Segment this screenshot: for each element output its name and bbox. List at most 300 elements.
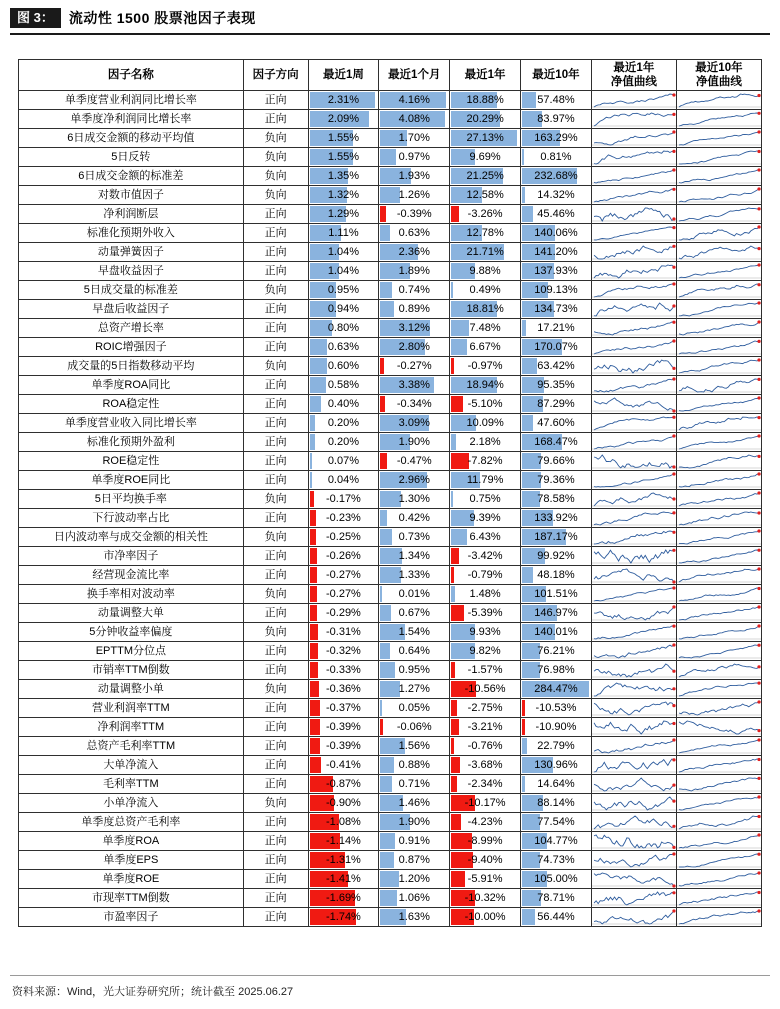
nav-curve-1y-cell bbox=[591, 243, 676, 262]
nav-curve-10y-cell bbox=[676, 471, 761, 490]
factor-value-text: 170.07% bbox=[534, 341, 578, 353]
factor-value-text: 0.07% bbox=[327, 455, 360, 467]
factor-value-cell bbox=[450, 205, 521, 224]
factor-value-text: 47.60% bbox=[537, 417, 575, 429]
factor-value-text: -0.27% bbox=[325, 588, 361, 600]
nav-curve-1y-cell bbox=[591, 490, 676, 509]
factor-value-cell bbox=[379, 243, 450, 262]
factor-name-cell: 单季度营业利润同比增长率 bbox=[19, 91, 244, 110]
nav-curve-10y-cell bbox=[676, 775, 761, 794]
factor-value-text: 140.06% bbox=[534, 227, 578, 239]
nav-curve-1y-cell bbox=[591, 851, 676, 870]
table-row bbox=[19, 224, 762, 243]
factor-value-cell bbox=[450, 319, 521, 338]
factor-value-cell bbox=[450, 224, 521, 243]
table-row bbox=[19, 148, 762, 167]
factor-value-text: 83.97% bbox=[537, 113, 575, 125]
factor-value-cell bbox=[308, 205, 379, 224]
table-row bbox=[19, 452, 762, 471]
factor-value-text: 11.79% bbox=[466, 474, 504, 486]
value-bar-negative bbox=[451, 814, 461, 830]
factor-value-cell bbox=[308, 110, 379, 129]
factor-value-text: -0.41% bbox=[325, 759, 361, 771]
nav-curve-10y-cell bbox=[676, 794, 761, 813]
factor-value-text: -1.41% bbox=[325, 873, 361, 885]
factor-value-cell bbox=[450, 395, 521, 414]
factor-direction-cell: 正向 bbox=[243, 509, 308, 528]
table-row bbox=[19, 91, 762, 110]
figure-page bbox=[0, 8, 780, 1009]
factor-value-cell bbox=[308, 604, 379, 623]
factor-direction-cell: 正向 bbox=[243, 813, 308, 832]
factor-value-text: 137.93% bbox=[534, 265, 578, 277]
nav-curve-10y-cell bbox=[676, 452, 761, 471]
factor-value-cell bbox=[308, 737, 379, 756]
nav-curve-1y-cell bbox=[591, 889, 676, 908]
factor-value-text: 18.94% bbox=[466, 379, 504, 391]
table-row bbox=[19, 490, 762, 509]
factor-name-cell: 日内波动率与成交金额的相关性 bbox=[19, 528, 244, 547]
factor-value-text: 1.32% bbox=[327, 189, 360, 201]
factor-value-text: 48.18% bbox=[537, 569, 575, 581]
factor-name-cell: 5分钟收益率偏度 bbox=[19, 623, 244, 642]
nav-curve-1y-cell bbox=[591, 319, 676, 338]
factor-value-cell bbox=[379, 167, 450, 186]
value-bar-positive bbox=[522, 320, 526, 336]
value-bar-positive bbox=[522, 738, 527, 754]
factor-value-text: 0.01% bbox=[398, 588, 430, 600]
factor-value-cell bbox=[308, 566, 379, 585]
factor-direction-cell: 负向 bbox=[243, 623, 308, 642]
factor-direction-cell: 正向 bbox=[243, 604, 308, 623]
factor-value-cell bbox=[521, 870, 592, 889]
factor-value-cell bbox=[308, 357, 379, 376]
value-bar-positive bbox=[522, 149, 524, 165]
factor-value-text: -5.91% bbox=[467, 873, 503, 885]
nav-curve-10y-cell bbox=[676, 813, 761, 832]
value-bar-positive bbox=[380, 529, 392, 545]
factor-value-cell bbox=[450, 547, 521, 566]
factor-direction-cell: 正向 bbox=[243, 395, 308, 414]
nav-curve-1y-cell bbox=[591, 737, 676, 756]
factor-value-cell bbox=[450, 794, 521, 813]
nav-curve-10y-cell bbox=[676, 91, 761, 110]
factor-value-text: -1.14% bbox=[325, 835, 361, 847]
factor-value-text: 99.92% bbox=[537, 550, 575, 562]
factor-value-cell bbox=[379, 718, 450, 737]
value-bar-positive bbox=[451, 586, 455, 602]
factor-direction-cell: 负向 bbox=[243, 357, 308, 376]
factor-name-cell: 标准化预期外盈利 bbox=[19, 433, 244, 452]
factor-direction-cell: 正向 bbox=[243, 775, 308, 794]
factor-value-cell bbox=[450, 129, 521, 148]
factor-value-text: 232.68% bbox=[534, 170, 578, 182]
factor-direction-cell: 负向 bbox=[243, 281, 308, 300]
value-bar-negative bbox=[310, 624, 318, 640]
table-row bbox=[19, 433, 762, 452]
factor-value-cell bbox=[308, 414, 379, 433]
factor-value-text: -0.47% bbox=[396, 455, 432, 467]
factor-value-cell bbox=[521, 718, 592, 737]
value-bar-negative bbox=[380, 719, 383, 735]
factor-value-cell bbox=[379, 585, 450, 604]
factor-value-cell bbox=[308, 775, 379, 794]
factor-value-text: 0.67% bbox=[398, 607, 430, 619]
factor-direction-cell: 负向 bbox=[243, 585, 308, 604]
nav-curve-1y-cell bbox=[591, 870, 676, 889]
factor-name-cell: ROA稳定性 bbox=[19, 395, 244, 414]
factor-value-text: 1.29% bbox=[327, 208, 360, 220]
factor-value-text: 21.25% bbox=[466, 170, 504, 182]
factor-value-cell bbox=[308, 851, 379, 870]
table-row bbox=[19, 414, 762, 433]
factor-value-text: 0.73% bbox=[398, 531, 430, 543]
value-bar-negative bbox=[451, 662, 455, 678]
factor-name-cell: 市现率TTM倒数 bbox=[19, 889, 244, 908]
header-factor-name: 因子名称 bbox=[19, 60, 244, 91]
factor-value-text: 79.36% bbox=[537, 474, 575, 486]
factor-value-cell bbox=[308, 490, 379, 509]
factor-value-text: -0.23% bbox=[325, 512, 361, 524]
factor-value-text: 0.40% bbox=[327, 398, 360, 410]
factor-value-text: 109.13% bbox=[534, 284, 578, 296]
nav-curve-10y-cell bbox=[676, 528, 761, 547]
nav-curve-10y-cell bbox=[676, 623, 761, 642]
factor-value-text: -8.99% bbox=[467, 835, 503, 847]
value-bar-negative bbox=[451, 206, 459, 222]
nav-curve-10y-cell bbox=[676, 376, 761, 395]
nav-curve-10y-cell bbox=[676, 756, 761, 775]
factor-value-text: -10.00% bbox=[464, 911, 506, 923]
factor-value-text: -0.29% bbox=[325, 607, 361, 619]
value-bar-positive bbox=[451, 434, 456, 450]
factor-value-cell bbox=[450, 737, 521, 756]
factor-value-text: -1.57% bbox=[467, 664, 503, 676]
factor-value-text: -0.90% bbox=[325, 797, 361, 809]
table-row bbox=[19, 813, 762, 832]
value-bar-positive bbox=[310, 472, 312, 488]
factor-value-text: 0.95% bbox=[327, 284, 360, 296]
factor-value-cell bbox=[379, 547, 450, 566]
factor-value-cell bbox=[450, 604, 521, 623]
factor-performance-table bbox=[18, 59, 762, 927]
factor-value-cell bbox=[379, 148, 450, 167]
factor-value-cell bbox=[379, 680, 450, 699]
factor-value-cell bbox=[379, 851, 450, 870]
factor-value-cell bbox=[521, 889, 592, 908]
value-bar-positive bbox=[522, 187, 525, 203]
value-bar-negative bbox=[380, 206, 386, 222]
factor-name-cell: 5日反转 bbox=[19, 148, 244, 167]
factor-value-text: 0.97% bbox=[398, 151, 430, 163]
factor-value-text: 1.89% bbox=[398, 265, 430, 277]
factor-value-text: 1.56% bbox=[398, 740, 430, 752]
factor-value-cell bbox=[308, 395, 379, 414]
factor-value-cell bbox=[450, 91, 521, 110]
factor-value-cell bbox=[450, 357, 521, 376]
factor-name-cell: 大单净流入 bbox=[19, 756, 244, 775]
factor-direction-cell: 正向 bbox=[243, 471, 308, 490]
factor-name-cell: 总资产增长率 bbox=[19, 319, 244, 338]
factor-value-text: 0.91% bbox=[398, 835, 430, 847]
factor-value-cell bbox=[450, 870, 521, 889]
factor-value-text: 0.75% bbox=[469, 493, 501, 505]
table-row bbox=[19, 528, 762, 547]
nav-curve-10y-cell bbox=[676, 699, 761, 718]
value-bar-negative bbox=[310, 681, 320, 697]
factor-value-text: 4.08% bbox=[398, 113, 430, 125]
factor-value-text: -0.27% bbox=[396, 360, 432, 372]
table-row bbox=[19, 509, 762, 528]
factor-name-cell: 早盘后收益因子 bbox=[19, 300, 244, 319]
value-bar-positive bbox=[380, 662, 395, 678]
factor-value-cell bbox=[450, 566, 521, 585]
nav-curve-1y-cell bbox=[591, 528, 676, 547]
factor-name-cell: ROE稳定性 bbox=[19, 452, 244, 471]
factor-value-text: -3.68% bbox=[467, 759, 503, 771]
table-row bbox=[19, 376, 762, 395]
factor-value-cell bbox=[521, 319, 592, 338]
factor-value-cell bbox=[379, 661, 450, 680]
factor-value-cell bbox=[379, 452, 450, 471]
nav-curve-1y-cell bbox=[591, 908, 676, 927]
factor-value-text: 0.20% bbox=[327, 436, 360, 448]
factor-value-cell bbox=[450, 281, 521, 300]
factor-value-text: -0.39% bbox=[325, 721, 361, 733]
nav-curve-1y-cell bbox=[591, 186, 676, 205]
factor-value-cell bbox=[450, 813, 521, 832]
factor-value-cell bbox=[308, 433, 379, 452]
factor-value-text: 0.95% bbox=[398, 664, 430, 676]
factor-value-cell bbox=[308, 889, 379, 908]
factor-value-cell bbox=[521, 737, 592, 756]
header-last-month: 最近1个月 bbox=[379, 60, 450, 91]
table-row bbox=[19, 243, 762, 262]
factor-name-cell: 5日平均换手率 bbox=[19, 490, 244, 509]
factor-direction-cell: 正向 bbox=[243, 718, 308, 737]
value-bar-positive bbox=[380, 852, 394, 868]
nav-curve-10y-cell bbox=[676, 414, 761, 433]
factor-name-cell: 动量弹簧因子 bbox=[19, 243, 244, 262]
value-bar-negative bbox=[380, 453, 387, 469]
factor-value-cell bbox=[521, 167, 592, 186]
factor-value-cell bbox=[379, 262, 450, 281]
factor-value-text: 12.58% bbox=[466, 189, 504, 201]
table-row bbox=[19, 262, 762, 281]
header-last-year: 最近1年 bbox=[450, 60, 521, 91]
header-nav-curve-1y bbox=[591, 60, 676, 91]
factor-value-text: 56.44% bbox=[537, 911, 575, 923]
header-last-week: 最近1周 bbox=[308, 60, 379, 91]
table-row bbox=[19, 471, 762, 490]
factor-value-cell bbox=[379, 338, 450, 357]
factor-value-text: 9.82% bbox=[469, 645, 501, 657]
value-bar-positive bbox=[380, 187, 400, 203]
factor-value-cell bbox=[450, 376, 521, 395]
factor-value-text: 45.46% bbox=[537, 208, 575, 220]
factor-value-text: -2.34% bbox=[467, 778, 503, 790]
table-row bbox=[19, 281, 762, 300]
factor-value-text: 163.29% bbox=[534, 132, 578, 144]
table-row bbox=[19, 129, 762, 148]
factor-name-cell: 市净率因子 bbox=[19, 547, 244, 566]
factor-value-cell bbox=[521, 357, 592, 376]
nav-curve-10y-cell bbox=[676, 889, 761, 908]
factor-table-wrap bbox=[18, 59, 762, 927]
nav-curve-10y-cell bbox=[676, 186, 761, 205]
factor-value-text: 1.35% bbox=[327, 170, 360, 182]
factor-value-text: -0.27% bbox=[325, 569, 361, 581]
nav-curve-10y-cell bbox=[676, 604, 761, 623]
value-bar-positive bbox=[380, 301, 394, 317]
factor-value-text: 105.00% bbox=[534, 873, 578, 885]
factor-value-text: -1.74% bbox=[325, 911, 361, 923]
factor-value-text: 1.30% bbox=[398, 493, 430, 505]
nav-curve-10y-cell bbox=[676, 167, 761, 186]
factor-value-text: 88.14% bbox=[537, 797, 575, 809]
value-bar-negative bbox=[522, 700, 525, 716]
factor-value-cell bbox=[308, 319, 379, 338]
nav-curve-10y-cell bbox=[676, 433, 761, 452]
factor-direction-cell: 负向 bbox=[243, 528, 308, 547]
factor-value-text: 2.31% bbox=[327, 94, 360, 106]
value-bar-negative bbox=[310, 700, 320, 716]
factor-value-cell bbox=[379, 357, 450, 376]
factor-value-text: 2.09% bbox=[327, 113, 360, 125]
factor-value-cell bbox=[521, 262, 592, 281]
factor-value-cell bbox=[379, 699, 450, 718]
factor-value-cell bbox=[308, 376, 379, 395]
factor-value-cell bbox=[308, 148, 379, 167]
table-row bbox=[19, 756, 762, 775]
factor-name-cell: ROIC增强因子 bbox=[19, 338, 244, 357]
factor-name-cell: 成交量的5日指数移动平均 bbox=[19, 357, 244, 376]
factor-value-cell bbox=[379, 737, 450, 756]
table-row bbox=[19, 338, 762, 357]
table-row bbox=[19, 623, 762, 642]
nav-curve-10y-cell bbox=[676, 129, 761, 148]
header-nav-curve-1y-line1: 最近1年 bbox=[613, 62, 655, 74]
factor-value-text: -0.34% bbox=[396, 398, 432, 410]
table-row bbox=[19, 300, 762, 319]
nav-curve-10y-cell bbox=[676, 205, 761, 224]
factor-direction-cell: 正向 bbox=[243, 642, 308, 661]
table-row bbox=[19, 832, 762, 851]
factor-value-cell bbox=[308, 908, 379, 927]
factor-value-cell bbox=[450, 623, 521, 642]
value-bar-positive bbox=[522, 358, 537, 374]
header-last-10-years: 最近10年 bbox=[521, 60, 592, 91]
factor-value-text: 0.58% bbox=[327, 379, 360, 391]
factor-name-cell: 单季度ROE bbox=[19, 870, 244, 889]
factor-value-text: 0.74% bbox=[398, 284, 430, 296]
nav-curve-10y-cell bbox=[676, 281, 761, 300]
table-row bbox=[19, 642, 762, 661]
factor-value-cell bbox=[450, 471, 521, 490]
factor-value-text: 79.66% bbox=[537, 455, 575, 467]
factor-value-cell bbox=[379, 433, 450, 452]
factor-value-cell bbox=[521, 566, 592, 585]
factor-direction-cell: 负向 bbox=[243, 186, 308, 205]
nav-curve-10y-cell bbox=[676, 110, 761, 129]
factor-value-cell bbox=[521, 110, 592, 129]
factor-value-cell bbox=[379, 832, 450, 851]
value-bar-negative bbox=[451, 757, 460, 773]
factor-value-cell bbox=[521, 547, 592, 566]
factor-value-cell bbox=[521, 528, 592, 547]
nav-curve-10y-cell bbox=[676, 395, 761, 414]
factor-direction-cell: 负向 bbox=[243, 129, 308, 148]
value-bar-negative bbox=[451, 719, 458, 735]
factor-value-cell bbox=[450, 661, 521, 680]
value-bar-positive bbox=[380, 225, 390, 241]
factor-value-text: 9.93% bbox=[469, 626, 501, 638]
nav-curve-1y-cell bbox=[591, 585, 676, 604]
factor-name-cell: 小单净流入 bbox=[19, 794, 244, 813]
factor-value-cell bbox=[379, 110, 450, 129]
nav-curve-1y-cell bbox=[591, 680, 676, 699]
factor-value-text: 0.20% bbox=[327, 417, 360, 429]
value-bar-positive bbox=[451, 282, 453, 298]
value-bar-positive bbox=[380, 681, 400, 697]
value-bar-negative bbox=[451, 605, 463, 621]
value-bar-negative bbox=[310, 548, 317, 564]
factor-name-cell: 早盘收益因子 bbox=[19, 262, 244, 281]
factor-name-cell: 毛利率TTM bbox=[19, 775, 244, 794]
figure-title-bar bbox=[10, 8, 770, 35]
factor-value-cell bbox=[308, 509, 379, 528]
factor-value-cell bbox=[521, 813, 592, 832]
factor-value-cell bbox=[308, 718, 379, 737]
factor-value-text: 187.17% bbox=[534, 531, 578, 543]
nav-curve-1y-cell bbox=[591, 509, 676, 528]
table-row bbox=[19, 851, 762, 870]
factor-value-text: -7.82% bbox=[467, 455, 503, 467]
factor-value-cell bbox=[308, 832, 379, 851]
factor-value-cell bbox=[521, 376, 592, 395]
factor-value-cell bbox=[308, 471, 379, 490]
factor-value-text: 0.64% bbox=[398, 645, 430, 657]
factor-value-cell bbox=[521, 794, 592, 813]
factor-value-text: 18.88% bbox=[466, 94, 504, 106]
factor-value-cell bbox=[379, 224, 450, 243]
value-bar-negative bbox=[451, 738, 454, 754]
factor-value-text: -2.75% bbox=[467, 702, 503, 714]
factor-direction-cell: 正向 bbox=[243, 433, 308, 452]
factor-value-cell bbox=[379, 528, 450, 547]
value-bar-negative bbox=[451, 548, 459, 564]
factor-value-cell bbox=[379, 281, 450, 300]
factor-name-cell: 营业利润率TTM bbox=[19, 699, 244, 718]
value-bar-negative bbox=[310, 719, 321, 735]
nav-curve-1y-cell bbox=[591, 395, 676, 414]
factor-value-text: -0.39% bbox=[325, 740, 361, 752]
value-bar-negative bbox=[310, 757, 321, 773]
value-bar-positive bbox=[380, 605, 391, 621]
factor-value-text: 0.89% bbox=[398, 303, 430, 315]
factor-direction-cell: 正向 bbox=[243, 566, 308, 585]
value-bar-positive bbox=[310, 358, 327, 374]
factor-value-text: 0.63% bbox=[398, 227, 430, 239]
value-bar-negative bbox=[310, 529, 317, 545]
value-bar-positive bbox=[522, 776, 525, 792]
factor-value-text: 130.96% bbox=[534, 759, 578, 771]
factor-value-text: 3.09% bbox=[398, 417, 430, 429]
value-bar-positive bbox=[380, 776, 391, 792]
factor-value-cell bbox=[450, 699, 521, 718]
value-bar-positive bbox=[522, 415, 533, 431]
factor-value-cell bbox=[450, 490, 521, 509]
